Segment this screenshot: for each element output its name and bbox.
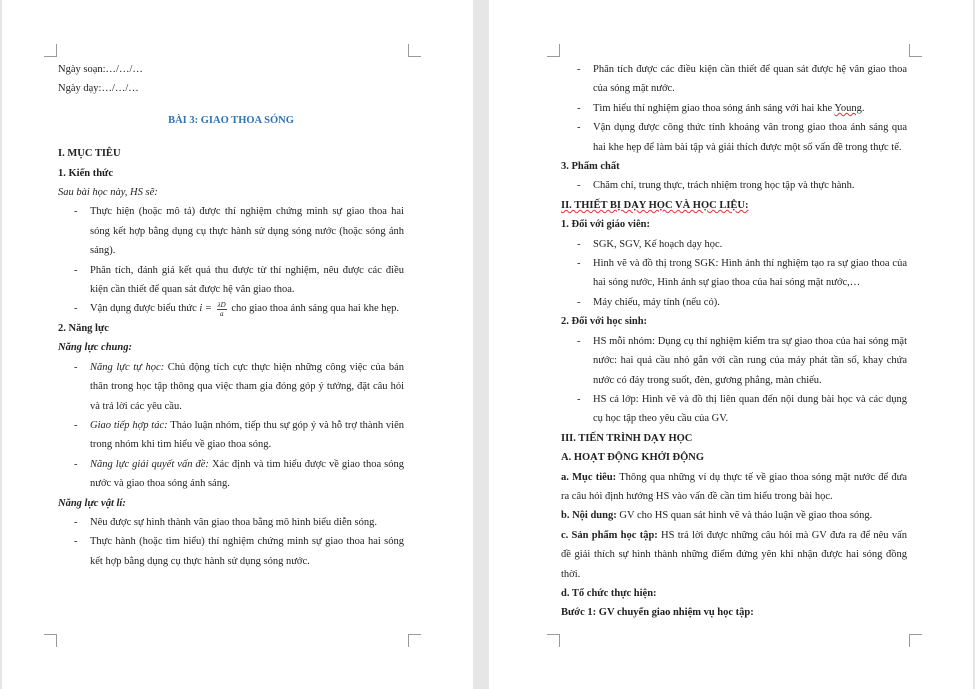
corner-mark [44, 634, 57, 647]
intro-text: Sau bài học này, HS sẽ: [58, 187, 158, 199]
list-item: - SGK, SGV, Kế hoạch dạy học. [561, 235, 907, 254]
page-1-content[interactable] [58, 60, 404, 571]
item-text: Tìm hiểu thí nghiệm giao thoa sóng ánh sáng với hai khe [593, 102, 835, 114]
formula-post-text: cho giao thoa ánh sáng qua hai khe hẹp. [231, 303, 400, 315]
item-text: Thảo luận nhóm, tiếp thu sự góp ý và hỗ trợ thành viên trong nhóm khi tìm hiểu về giao thoa sóng. [90, 419, 404, 451]
subsection-competency: 2. Năng lực [58, 322, 109, 334]
paragraph-goal [561, 468, 907, 507]
list-item: - HS mỗi nhóm: Dụng cụ thí nghiệm kiểm tra sự giao thoa của hai sóng mặt nước: hai quả cầu nhỏ gắn với cần rung của máy phát tần số, khay chứa nước có đáy trong suốt, đèn, gương phẳng, màn chiếu. [561, 332, 907, 390]
corner-mark [44, 44, 57, 57]
section-objectives: I. MỤC TIÊU [58, 148, 121, 160]
paragraph-organization: d. Tổ chức thực hiện: [561, 587, 657, 599]
para-label: b. Nội dung: [561, 510, 617, 522]
list-item: - HS cả lớp: Hình vẽ và đồ thị liên quan đến nội dung bài học và các dụng cụ học tập theo yêu cầu của GV. [561, 390, 907, 429]
list-item [58, 416, 404, 455]
para-text: HS trả lời được những câu hỏi mà GV đưa ra để nêu vấn đề giải thích sự hình thành những điểm đứng yên khi nhận được hai sóng đồng thời. [561, 529, 907, 580]
date-prepared: Ngày soạn:…/…/… [58, 64, 143, 75]
list-item: - Máy chiếu, máy tính (nếu có). [561, 293, 907, 312]
subsection-qualities: 3. Phẩm chất [561, 161, 620, 173]
activity-a-heading: A. HOẠT ĐỘNG KHỞI ĐỘNG [561, 452, 705, 464]
item-text: Xác định và tìm hiểu được về giao thoa sóng nước và giao thoa sóng ánh sáng. [90, 458, 404, 490]
corner-mark [909, 634, 922, 647]
list-item: - Phân tích được các điều kiện cần thiết để quan sát được hệ vân giao thoa của sóng mặt nước. [561, 60, 907, 99]
item-text: Chủ động tích cực thực hiện những công việc của bản thân trong học tập thông qua việc tham gia đóng góp ý tưởng, đặt câu hỏi và trả lời các yêu cầu. [90, 361, 404, 412]
section-equipment: II. THIẾT BỊ DẠY HỌC VÀ HỌC LIỆU: [561, 199, 749, 211]
item-label: Năng lực tự học: [90, 361, 165, 373]
para-text: Thông qua những ví dụ thực tế về giao thoa sóng mặt nước để đưa ra câu hỏi định hướng HS vào vấn đề cần tìm hiểu trong bài học. [561, 471, 907, 502]
lesson-title: BÀI 3: GIAO THOA SÓNG [168, 114, 294, 126]
physics-competency-heading: Năng lực vật lí: [58, 497, 126, 509]
formula-denominator: a [219, 309, 224, 318]
spellcheck-word: Young [834, 102, 862, 114]
item-label: Giao tiếp hợp tác: [90, 419, 168, 431]
list-item: - Thực hiện (hoặc mô tả) được thí nghiệm chứng minh sự giao thoa hai sóng kết hợp bằng dụng cụ thực hành sử dụng sóng nước (hoặc sóng ánh sáng). [58, 202, 404, 260]
formula-pre-text: Vận dụng được biểu thức [90, 303, 197, 315]
para-label: a. Mục tiêu: [561, 471, 617, 483]
list-item: - Chăm chỉ, trung thực, trách nhiệm trong học tập và thực hành. [561, 176, 907, 195]
general-competency-heading: Năng lực chung: [58, 342, 132, 354]
corner-mark [408, 634, 421, 647]
corner-mark [408, 44, 421, 57]
list-item [58, 455, 404, 494]
step-1: Bước 1: GV chuyển giao nhiệm vụ học tập: [561, 607, 754, 619]
list-item [561, 99, 907, 118]
list-item: - Thực hành (hoặc tìm hiểu) thí nghiệm chứng minh sự giao thoa hai sóng kết hợp bằng dụng cụ thực hành sử dụng sóng nước. [58, 532, 404, 571]
para-text: GV cho HS quan sát hình vẽ và thảo luận về giao thoa sóng. [616, 510, 873, 522]
para-label: c. Sản phẩm học tập: [561, 529, 658, 541]
paragraph-content [561, 506, 907, 525]
corner-mark [909, 44, 922, 57]
item-text: . [861, 102, 865, 114]
corner-mark [547, 634, 560, 647]
page-2-content[interactable] [561, 60, 907, 623]
list-item: - Hình vẽ và đồ thị trong SGK: Hình ảnh thí nghiệm tạo ra sự giao thoa của hai sóng nước, Hình ảnh sự giao thoa của hai sóng mặt nước,… [561, 254, 907, 293]
document-page-2 [489, 0, 973, 689]
list-item: - Vận dụng được công thức tính khoảng vân trong giao thoa ánh sáng qua hai khe hẹp để làm bài tập và giải thích được một số vấn đề trong thực tế. [561, 118, 907, 157]
date-taught: Ngày dạy:…/…/… [58, 83, 139, 95]
list-item [58, 358, 404, 416]
list-item: - Nêu được sự hình thành vân giao thoa bằng mô hình biểu diễn sóng. [58, 513, 404, 532]
document-page-1 [2, 0, 473, 689]
section-process: III. TIẾN TRÌNH DẠY HỌC [561, 432, 693, 444]
list-item-formula [58, 299, 404, 318]
list-item: - Phân tích, đánh giá kết quả thu được từ thí nghiệm, nêu được các điều kiện cần thiết để quan sát được hệ vân giao thoa. [58, 261, 404, 300]
item-label: Năng lực giải quyết vấn đề: [90, 458, 209, 470]
formula-lhs: i = [199, 303, 213, 315]
subsection-student: 2. Đối với học sinh: [561, 316, 648, 328]
subsection-knowledge: 1. Kiến thức [58, 167, 114, 179]
formula-numerator: λD [217, 300, 226, 309]
formula-fraction [217, 301, 227, 318]
subsection-teacher: 1. Đối với giáo viên: [561, 219, 650, 231]
corner-mark [547, 44, 560, 57]
paragraph-product [561, 526, 907, 584]
